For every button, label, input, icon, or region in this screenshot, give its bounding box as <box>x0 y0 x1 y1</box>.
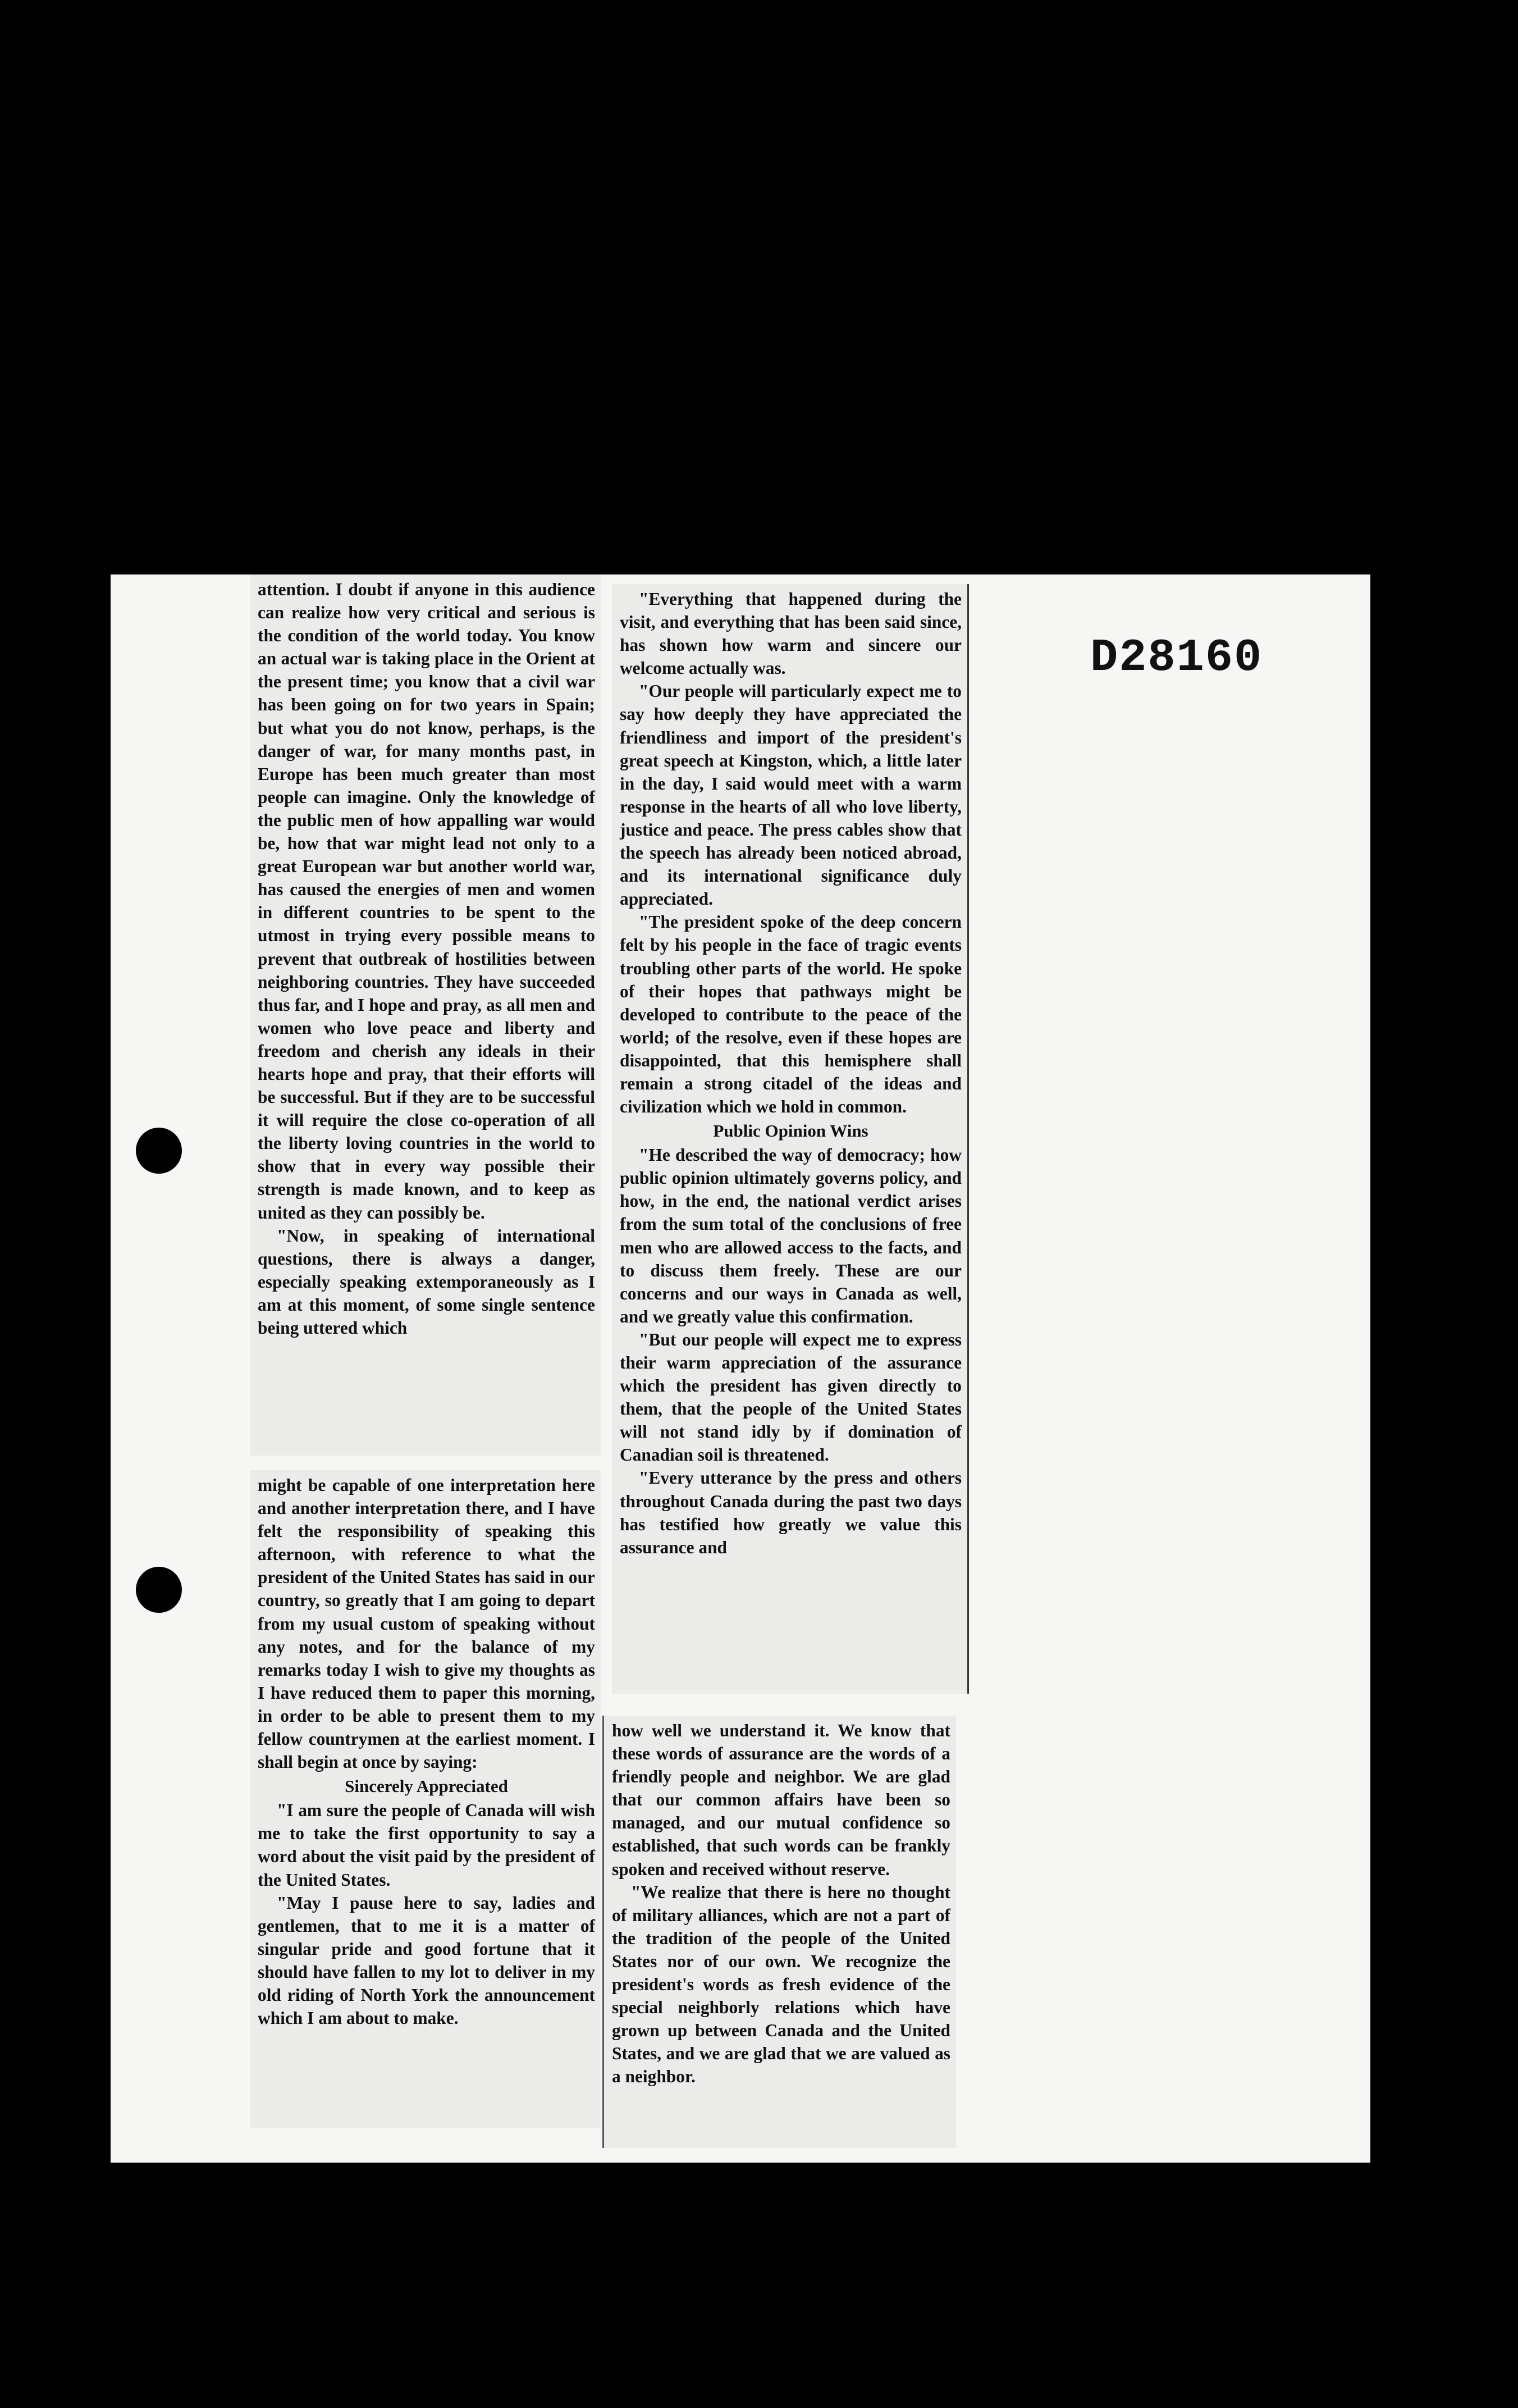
paragraph: attention. I doubt if anyone in this audience can realize how very critical and serious is the condition of the world today. You know an actual war is taking place in the Orient at the present time; you know that a civil war has been going on for two years in Spain; but what you do not know, perhaps, is the danger of war, for many months past, in Europe has been much greater than most people can imagine. Only the knowledge of the public men of how appalling war would be, how that war might lead not only to a great European war but another world war, has caused the energies of men and women in different countries to be spent to the utmost in trying every possible means to prevent that outbreak of hostilities between neighboring countries. They have succeeded thus far, and I hope and pray, as all men and women who love peace and liberty and freedom and cherish any ideals in their hearts hope and pray, that their efforts will be successful. But if they are to be successful it will require the close co-operation of all the liberty loving countries in the world to show that in every way possible their strength is made known, and to keep as united as they can possibly be. <box>258 580 595 1223</box>
paragraph: might be capable of one interpretation here and another interpretation there, and I have felt the responsibility of speaking this afternoon, with reference to what the president of the United States has said in our country, so greatly that I am going to depart from my usual custom of speaking without any notes, and for the balance of my remarks today I wish to give my thoughts as I have reduced them to paper this morning, in order to be able to present them to my fellow countrymen at the earliest moment. I shall begin at once by saying: <box>258 1475 595 1772</box>
paragraph: "I am sure the people of Canada will wish me to take the first opportunity to say a word about the visit paid by the president of the United States. <box>258 1800 595 1890</box>
clipping-left-bottom <box>250 1470 601 2128</box>
paragraph: how well we understand it. We know that these words of assurance are the words of a friendly people and neighbor. We are glad that our common affairs have been so managed, and our mutual confidence so established, that such words can be frankly spoken and received without reserve. <box>612 1721 950 1879</box>
binder-hole-lower <box>136 1567 182 1613</box>
paragraph: "Everything that happened during the visit, and everything that has been said since, has shown how warm and sincere our welcome actually was. <box>620 589 962 678</box>
subheading: Public Opinion Wins <box>713 1121 868 1141</box>
subheading: Sincerely Appreciated <box>345 1776 508 1796</box>
paragraph: "He described the way of democracy; how public opinion ultimately governs policy, and how, in the end, the national verdict arises from the sum total of the conclusions of free men who are allowed access to the facts, and to discuss them freely. These are our concerns and our ways in Canada as well, and we greatly value this confirmation. <box>620 1145 962 1326</box>
paragraph: "Every utterance by the press and others throughout Canada during the past two days has testified how greatly we value this assurance and <box>620 1468 962 1557</box>
clipping-right-top <box>612 584 969 1694</box>
paragraph: "May I pause here to say, ladies and gentlemen, that to me it is a matter of singular pride and good fortune that it should have fallen to my lot to deliver in my old riding of North York the announcement which I am about to make. <box>258 1892 595 2028</box>
clipping-left-top <box>250 574 601 1456</box>
binder-hole-upper <box>136 1128 182 1174</box>
paragraph: "We realize that there is here no thought of military alliances, which are not a part of the tradition of the people of the United States nor of our own. We recognize the president's words as fresh evidence of the special neighborly relations which have grown up between Canada and the United States, and we are glad that we are valued as a neighbor. <box>612 1882 950 2087</box>
clipping-right-bottom <box>602 1716 956 2148</box>
paragraph: "But our people will expect me to express their warm appreciation of the assurance which the president has given directly to them, that the people of the United States will not stand idly by if domination of Canadian soil is threatened. <box>620 1329 962 1465</box>
paragraph: "Our people will particularly expect me to say how deeply they have appreciated the friendliness and import of the president's great speech at Kingston, which, a little later in the day, I said would meet with a warm response in the hearts of all who love liberty, justice and peace. The press cables show that the speech has already been noticed abroad, and its international significance duly appreciated. <box>620 681 962 909</box>
paragraph: "The president spoke of the deep concern felt by his people in the face of tragic events troubling other parts of the world. He spoke of their hopes that pathways might be developed to contribute to the peace of the world; of the resolve, even if these hopes are disappointed, that this hemisphere shall remain a strong citadel of the ideas and civilization which we hold in common. <box>620 912 962 1117</box>
document-number: D28160 <box>1090 632 1263 684</box>
paragraph: "Now, in speaking of international questions, there is always a danger, especially speaking extemporaneously as I am at this moment, of some single sentence being uttered which <box>258 1225 595 1338</box>
